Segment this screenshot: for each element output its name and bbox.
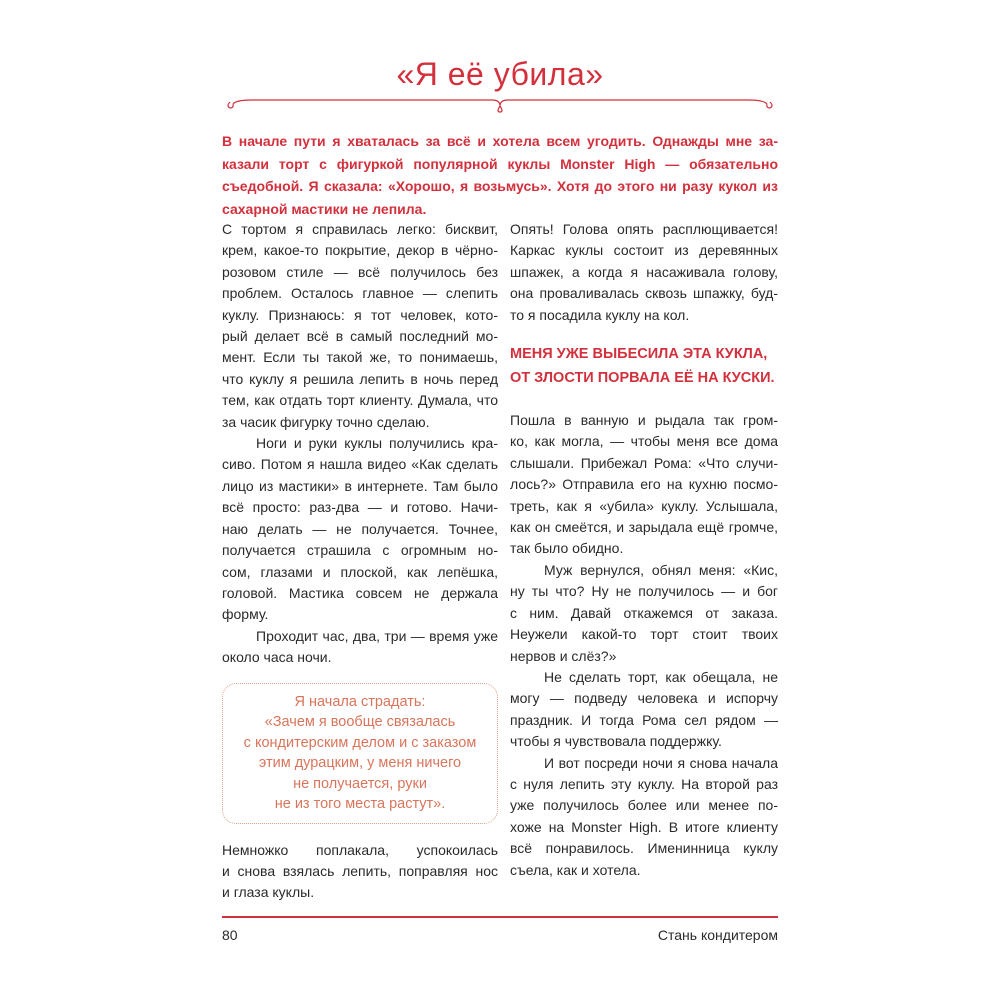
lead-line: съедобной. Я сказала: «Хорошо, я возьмусь». Хотя до этого ни разу кукол из	[222, 178, 778, 194]
text-line: могу — подведу человека и испорчу	[510, 690, 778, 707]
paragraph	[222, 433, 498, 626]
text-line: и снова взялась лепить, поправляя нос	[222, 862, 498, 879]
quote-line: не из того места растут».	[274, 796, 446, 813]
lead-line: В начале пути я хваталась за всё и хотела всем угодить. Однажды мне за-	[222, 133, 778, 149]
text-line: то я посадила куклу на кол.	[510, 306, 690, 323]
lead-paragraph	[222, 130, 778, 220]
text-line: Муж вернулся, обнял меня: «Кис,	[544, 561, 778, 578]
quote-line: этим дурацким, у меня ничего	[258, 755, 462, 772]
text-line: форму.	[222, 606, 269, 623]
text-line: так было обидно.	[510, 540, 624, 557]
quote-line: с кондитерским делом и с заказом	[243, 734, 477, 751]
text-line: И вот посреди ночи я снова начала	[544, 754, 778, 771]
running-title: Стань кондитером	[657, 927, 778, 943]
right-column	[510, 219, 778, 881]
lead-line: казали торт с фигуркой популярной куклы Monster High — обязательно	[222, 155, 778, 172]
text-line: ОТ ЗЛОСТИ ПОРВАЛА ЕЁ НА КУСКИ.	[510, 370, 775, 387]
text-line: головой. Мастика совсем не держала	[222, 584, 498, 601]
text-line: за часик фигурку точно сделаю.	[222, 413, 430, 430]
text-line: около часа ночи.	[222, 649, 332, 666]
text-line: с ним. Давай откажемся от заказа.	[510, 604, 778, 621]
text-line: уже получилось более или менее по-	[510, 797, 778, 814]
text-line: рый делает всё в самый последний мо-	[222, 328, 498, 345]
text-line: ну ты что? Ну не получилось — и бог	[510, 583, 778, 600]
pull-quote	[222, 683, 498, 824]
text-line: сиво. Потом я нашла видео «Как сделать	[222, 456, 498, 473]
text-line: и глаза куклы.	[222, 884, 315, 901]
text-line: слышали. Прибежал Рома: «Что случи-	[510, 454, 778, 471]
paragraph	[510, 410, 778, 560]
text-line: Опять! Голова опять расплющивается!	[510, 221, 778, 237]
text-line: с нуля лепить эту куклу. На второй раз	[510, 775, 778, 792]
text-line: лось?» Отправила его на кухню посмо-	[510, 476, 778, 493]
text-line: получается страшила с огромным но-	[222, 542, 498, 559]
text-line: Неужели какой-то торт стоит твоих	[510, 626, 778, 643]
paragraph	[222, 626, 498, 669]
text-line: крем, какое-то покрытие, декор в чёрно-	[222, 242, 498, 259]
text-line: всё просто: раз-два — и готово. Начи-	[222, 499, 498, 516]
page-number: 80	[222, 927, 238, 943]
text-line: Не сделать торт, как обещала, не	[544, 668, 778, 685]
ornament-divider	[222, 92, 778, 116]
text-line: мент. Если ты такой же, то понимаешь,	[222, 349, 498, 366]
paragraph	[222, 840, 498, 904]
text-line: розовом стиле — всё получилось без	[222, 263, 498, 280]
text-line: чтобы я чувствовала поддержку.	[510, 733, 722, 750]
text-line: Ноги и руки куклы получились кра-	[256, 435, 498, 452]
subheading	[510, 342, 778, 390]
text-line: что куклу я решила лепить в ночь перед	[222, 370, 498, 387]
text-line: куклу. Признаюсь: я тот человек, кото-	[222, 306, 498, 323]
text-line: как он смеётся, и зарыдала ещё громче,	[510, 519, 778, 536]
text-line: С тортом я справилась легко: бисквит,	[222, 221, 498, 237]
text-line: сом, глазами и плоской, как лепёшка,	[222, 563, 498, 580]
text-line: Каркас куклы состоит из деревянных	[510, 242, 778, 259]
text-line: нервов и слёз?»	[510, 647, 617, 664]
text-line: проблем. Осталось главное — слепить	[222, 285, 498, 302]
text-line: Пошла в ванную и рыдала так гром-	[510, 412, 778, 429]
left-column	[222, 219, 498, 904]
text-line: праздник. И тогда Рома сел рядом —	[510, 711, 778, 728]
text-line: лицо из мастики» в интернете. Там было	[222, 477, 498, 494]
text-line: тем, как отдать торт клиенту. Думала, что	[222, 392, 498, 409]
text-line: она проваливалась сквозь шпажку, буд-	[510, 285, 778, 302]
quote-line: Я начала страдать:	[294, 693, 426, 710]
text-line: наю делать — не получается. Точнее,	[222, 520, 498, 537]
quote-line: «Зачем я вообще связалась	[264, 714, 456, 731]
chapter-title: «Я её убила»	[396, 56, 604, 92]
text-line: МЕНЯ УЖЕ ВЫБЕСИЛА ЭТА КУКЛА,	[510, 346, 768, 363]
lead-line: сахарной мастики не лепила.	[222, 200, 427, 217]
paragraph	[222, 219, 498, 433]
paragraph	[510, 219, 778, 326]
text-line: хоже на Monster High. В итоге клиенту	[510, 818, 778, 835]
paragraph	[510, 667, 778, 753]
text-line: шпажек, а когда я насаживала голову,	[510, 263, 778, 280]
text-line: Немножко поплакала, успокоилась	[222, 841, 498, 858]
paragraph	[510, 753, 778, 881]
text-line: Проходит час, два, три — время уже	[256, 627, 498, 644]
text-line: ко, как могла, — чтобы меня все дома	[510, 433, 778, 450]
text-line: съела, как и хотела.	[510, 861, 641, 878]
paragraph	[510, 560, 778, 667]
quote-line: не получается, руки	[293, 775, 427, 792]
text-line: треть, как я «убила» куклу. Услышала,	[510, 497, 778, 514]
footer-divider	[222, 916, 778, 918]
text-line: всё понравилось. Именинница куклу	[510, 840, 778, 857]
